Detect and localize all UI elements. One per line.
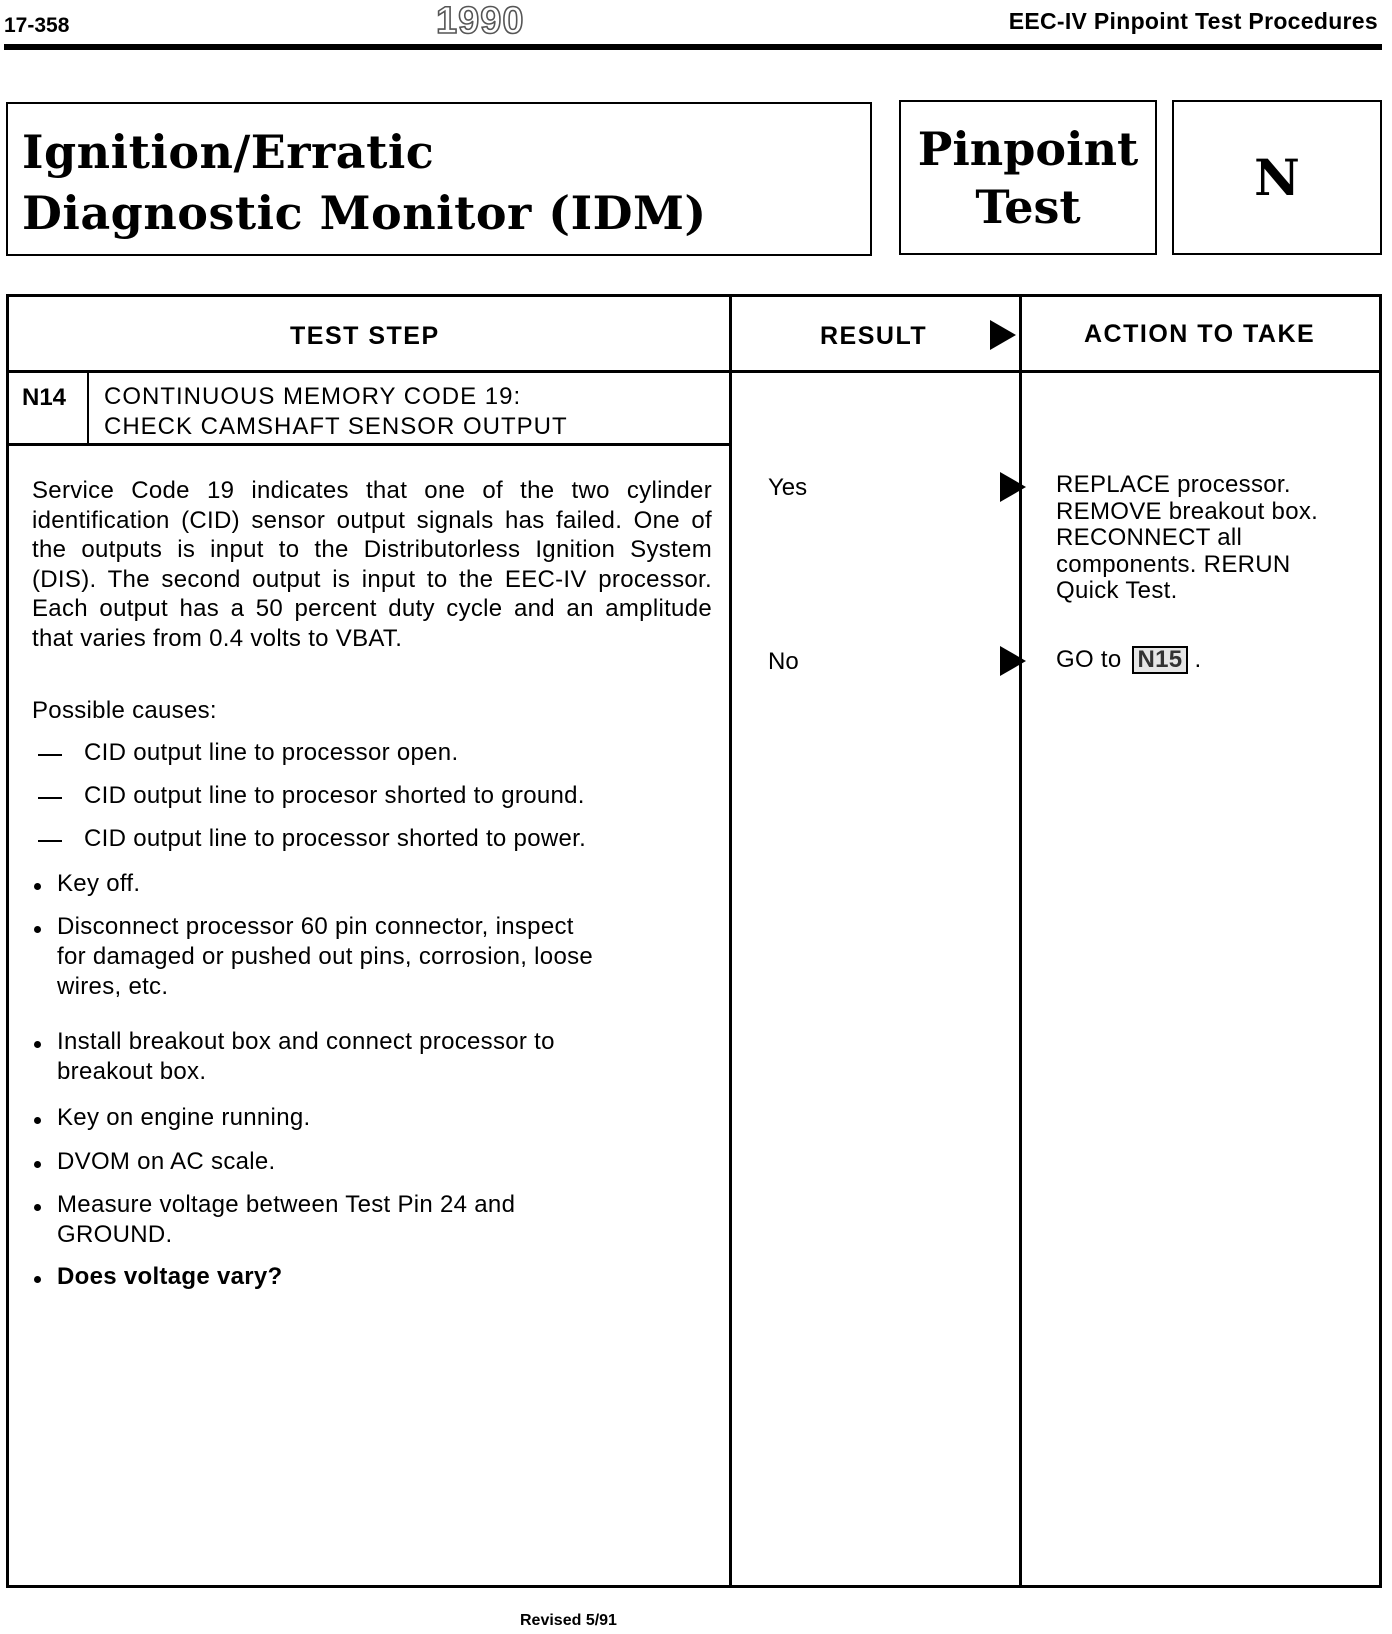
revision-note: Revised 5/91 <box>520 1612 617 1629</box>
step-description: Service Code 19 indicates that one of the two cylinder identification (CID) sensor output signals has failed. One of the outputs is input to the Distributorless Ignition System (DIS). The second output is input to the EEC-IV processor. Each output has a 50 percent duty cycle and an amplitude that varies from 0.4 volts to VBAT. <box>32 477 712 652</box>
test-letter-box <box>1172 100 1382 255</box>
procedure-item: Key on engine running. <box>57 1104 311 1131</box>
procedure-item-continued: GROUND. <box>57 1221 173 1248</box>
cause-item: CID output line to processor open. <box>84 739 459 766</box>
action-line: RECONNECT all <box>1056 524 1243 551</box>
result-no-label: No <box>768 648 799 675</box>
dash-icon <box>38 840 62 842</box>
cause-item: CID output line to processor shorted to power. <box>84 825 587 852</box>
goto-text: GO to <box>1056 646 1122 673</box>
bullet-icon <box>34 1276 41 1283</box>
step-title-line1: CONTINUOUS MEMORY CODE 19: <box>104 383 522 410</box>
result-no-action <box>1056 646 1201 674</box>
test-title-line1: Ignition/Erratic <box>22 125 435 179</box>
column-header-test-step: TEST STEP <box>290 322 440 350</box>
pinpoint-test-box <box>899 100 1157 255</box>
column-divider-result <box>729 294 732 1588</box>
result-yes-label: Yes <box>768 474 808 501</box>
goto-suffix: . <box>1194 646 1202 673</box>
header-arrow-icon <box>990 320 1016 350</box>
procedure-question: Does voltage vary? <box>57 1263 283 1290</box>
column-header-action: ACTION TO TAKE <box>1084 320 1316 348</box>
bullet-icon <box>34 1204 41 1211</box>
dash-icon <box>38 754 62 756</box>
pinpoint-label-line1: Pinpoint <box>917 121 1139 176</box>
dash-icon <box>38 797 62 799</box>
year-watermark: 1990 <box>436 0 525 42</box>
page-number: 17-358 <box>4 14 70 37</box>
procedure-item: Measure voltage between Test Pin 24 and <box>57 1191 516 1218</box>
test-title-line2: Diagnostic Monitor (IDM) <box>22 186 707 240</box>
column-header-result: RESULT <box>820 322 928 350</box>
bullet-icon <box>34 1041 41 1048</box>
result-yes-arrow-icon <box>1000 472 1026 502</box>
procedure-item: Key off. <box>57 870 141 897</box>
procedure-item-continued: breakout box. <box>57 1058 207 1085</box>
action-line: Quick Test. <box>1056 577 1178 604</box>
step-id-divider <box>87 372 89 444</box>
bullet-icon <box>34 883 41 890</box>
action-line: REPLACE processor. <box>1056 471 1291 498</box>
procedure-item: Install breakout box and connect processor to <box>57 1028 555 1055</box>
result-no-arrow-icon <box>1000 646 1026 676</box>
step-title-line2: CHECK CAMSHAFT SENSOR OUTPUT <box>104 413 568 440</box>
bullet-icon <box>34 1117 41 1124</box>
pinpoint-label-line2: Test <box>975 179 1081 234</box>
section-title: EEC-IV Pinpoint Test Procedures <box>1008 8 1378 34</box>
action-line: REMOVE breakout box. <box>1056 497 1319 525</box>
procedure-item-continued: wires, etc. <box>57 973 169 1000</box>
bullet-icon <box>34 1161 41 1168</box>
step-id: N14 <box>22 384 67 411</box>
test-letter: N <box>1254 148 1300 207</box>
header-rule <box>4 44 1382 50</box>
header-row-divider <box>6 370 1382 373</box>
procedure-item: Disconnect processor 60 pin connector, inspect <box>57 913 574 940</box>
bullet-icon <box>34 926 41 933</box>
cause-item: CID output line to procesor shorted to ground. <box>84 782 585 809</box>
procedure-item-continued: for damaged or pushed out pins, corrosion, loose <box>57 943 594 970</box>
action-line: components. RERUN <box>1056 550 1291 578</box>
result-yes-action <box>1056 472 1318 605</box>
test-title-box <box>6 102 872 256</box>
step-title <box>104 382 568 442</box>
step-reference-n15: N15 <box>1132 646 1189 674</box>
procedure-item: DVOM on AC scale. <box>57 1148 276 1175</box>
possible-causes-label: Possible causes: <box>32 697 217 724</box>
step-title-divider <box>6 443 730 446</box>
